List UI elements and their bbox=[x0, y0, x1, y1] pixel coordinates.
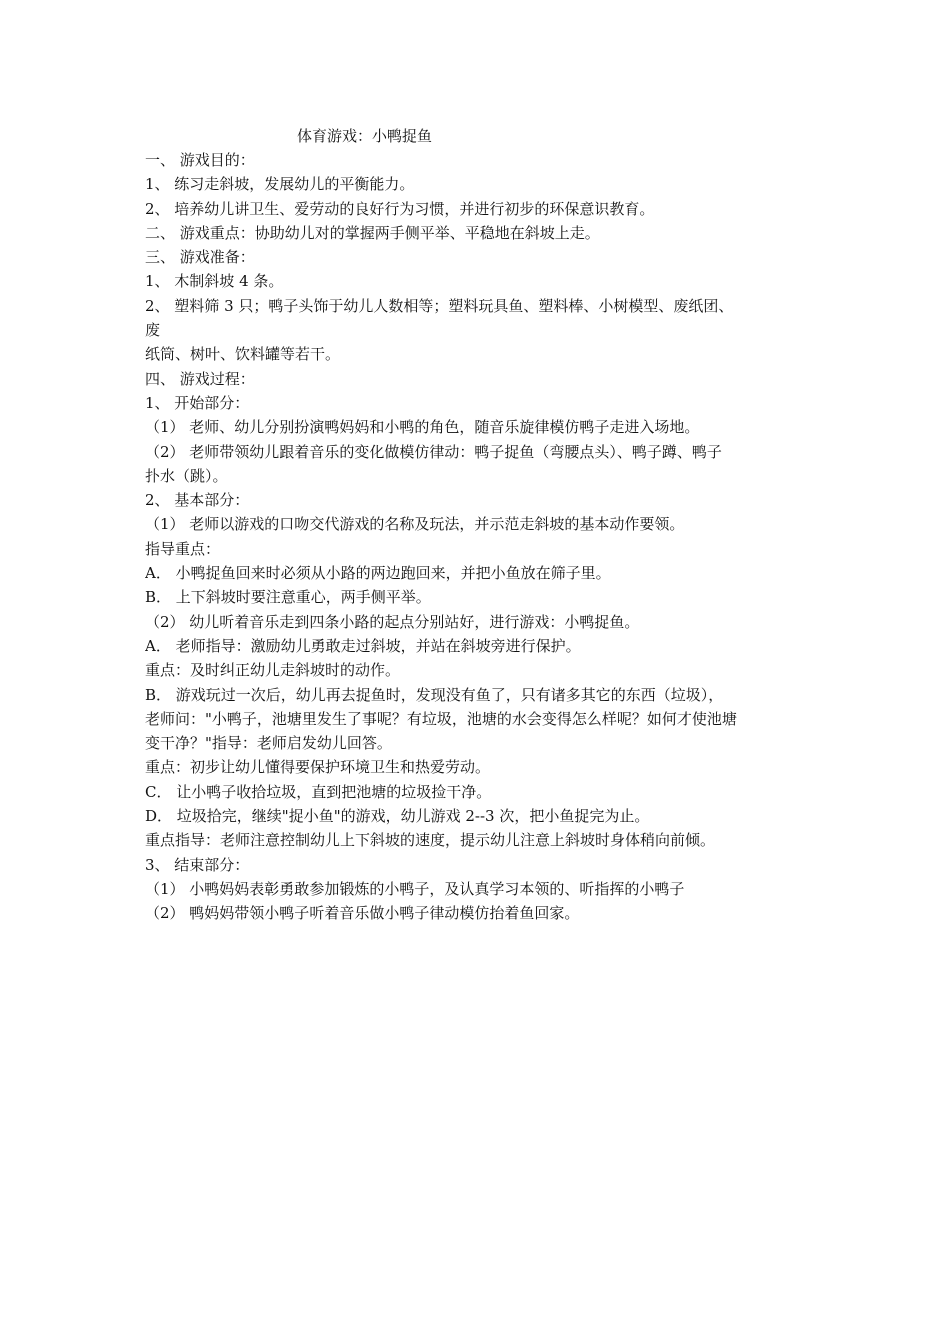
text-line: （1） 老师以游戏的口吻交代游戏的名称及玩法，并示范走斜坡的基本动作要领。 bbox=[145, 515, 685, 534]
text-line: （1） 小鸭妈妈表彰勇敢参加锻炼的小鸭子，及认真学习本领的、听指挥的小鸭子 bbox=[145, 879, 685, 898]
text-line: （1） 老师、幼儿分别扮演鸭妈妈和小鸭的角色，随音乐旋律模仿鸭子走进入场地。 bbox=[145, 418, 700, 437]
text-line: 纸筒、树叶、饮料罐等若干。 bbox=[145, 345, 341, 364]
text-line: A． 老师指导：激励幼儿勇敢走过斜坡，并站在斜坡旁进行保护。 bbox=[145, 636, 581, 655]
text-line: 老师问："小鸭子，池塘里发生了事呢？有垃圾，池塘的水会变得怎么样呢？如何才使池塘 bbox=[145, 709, 737, 728]
text-line: D． 垃圾拾完，继续"捉小鱼"的游戏，幼儿游戏 2--3 次，把小鱼捉完为止。 bbox=[145, 807, 650, 826]
text-line: 重点：及时纠正幼儿走斜坡时的动作。 bbox=[145, 661, 401, 680]
text-line: C． 让小鸭子收拾垃圾，直到把池塘的垃圾捡干净。 bbox=[145, 782, 492, 801]
document-body bbox=[145, 148, 815, 926]
document-page bbox=[145, 124, 815, 926]
subsection-heading-basic: 2、 基本部分： bbox=[145, 491, 250, 510]
text-line: 2、 塑料筛 3 只；鸭子头饰于幼儿人数相等；塑料玩具鱼、塑料棒、小树模型、废纸团、 bbox=[145, 296, 734, 315]
text-line: 2、 培养幼儿讲卫生、爱劳动的良好行为习惯，并进行初步的环保意识教育。 bbox=[145, 199, 655, 218]
text-line: B． 上下斜坡时要注意重心，两手侧平举。 bbox=[145, 588, 431, 607]
subsection-heading-start: 1、 开始部分： bbox=[145, 393, 250, 412]
text-line: 变干净？"指导：老师启发幼儿回答。 bbox=[145, 734, 392, 753]
text-line: （2） 老师带领幼儿跟着音乐的变化做模仿律动：鸭子捉鱼（弯腰点头）、鸭子蹲、鸭子 bbox=[145, 442, 722, 461]
text-line: （2） 鸭妈妈带领小鸭子听着音乐做小鸭子律动模仿抬着鱼回家。 bbox=[145, 904, 580, 923]
text-line: 重点指导：老师注意控制幼儿上下斜坡的速度，提示幼儿注意上斜坡时身体稍向前倾。 bbox=[145, 831, 716, 850]
text-line: 1、 木制斜坡 4 条。 bbox=[145, 272, 284, 291]
text-line: 重点：初步让幼儿懂得要保护环境卫生和热爱劳动。 bbox=[145, 758, 491, 777]
text-line: 扑水（跳）。 bbox=[145, 466, 228, 485]
section-heading-preparation: 三、 游戏准备： bbox=[145, 248, 255, 267]
section-heading-goal: 一、 游戏目的： bbox=[145, 151, 255, 169]
subsection-heading-end: 3、 结束部分： bbox=[145, 855, 250, 874]
section-heading-process: 四、 游戏过程： bbox=[145, 369, 255, 388]
text-line: A． 小鸭捉鱼回来时必须从小路的两边跑回来，并把小鱼放在筛子里。 bbox=[145, 564, 611, 583]
text-line: 1、 练习走斜坡，发展幼儿的平衡能力。 bbox=[145, 175, 415, 194]
text-line: B． 游戏玩过一次后，幼儿再去捉鱼时，发现没有鱼了，只有诸多其它的东西（垃圾）， bbox=[145, 685, 724, 704]
section-heading-focus: 二、 游戏重点：协助幼儿对的掌握两手侧平举、平稳地在斜坡上走。 bbox=[145, 223, 600, 242]
text-line: （2） 幼儿听着音乐走到四条小路的起点分别站好，进行游戏：小鸭捉鱼。 bbox=[145, 612, 640, 631]
document-title: 体育游戏：小鸭捉鱼 bbox=[297, 127, 433, 145]
text-line: 废 bbox=[145, 321, 161, 340]
text-line: 指导重点： bbox=[145, 539, 221, 558]
